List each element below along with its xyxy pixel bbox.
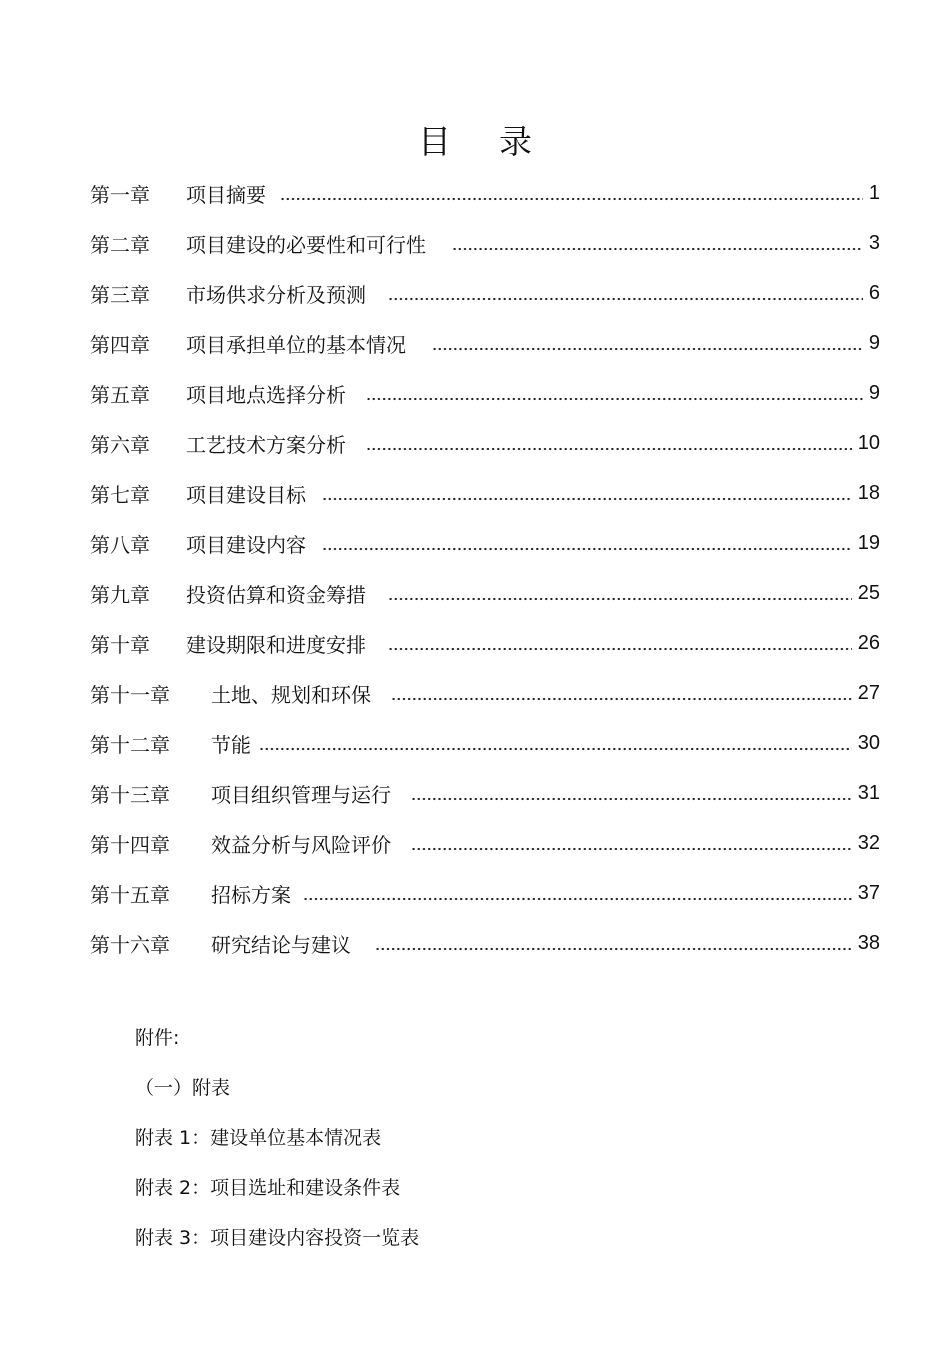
toc-row[interactable] — [90, 568, 880, 618]
table-of-contents — [90, 168, 880, 968]
toc-row[interactable] — [90, 868, 880, 918]
dot-leader — [322, 483, 852, 503]
toc-row[interactable] — [90, 818, 880, 868]
toc-page-number: 38 — [857, 931, 880, 954]
toc-title: 项目建设的必要性和可行性 — [186, 232, 426, 257]
toc-row[interactable] — [90, 718, 880, 768]
toc-row[interactable] — [90, 218, 880, 268]
dot-leader — [280, 183, 863, 203]
appendix-label: 附件: — [135, 1027, 180, 1049]
toc-row[interactable] — [90, 668, 880, 718]
toc-page-number: 27 — [857, 681, 880, 704]
toc-row[interactable] — [90, 168, 880, 218]
toc-chapter: 第七章 — [90, 482, 150, 507]
appendix-section — [135, 1015, 419, 1265]
toc-chapter: 第九章 — [90, 582, 150, 607]
dot-leader — [411, 833, 852, 853]
toc-title: 节能 — [211, 732, 251, 757]
toc-page-number: 1 — [868, 181, 880, 204]
dot-leader — [366, 383, 863, 403]
dot-leader — [388, 283, 863, 303]
dot-leader — [303, 883, 852, 903]
toc-page-number: 25 — [857, 581, 880, 604]
toc-page-number: 26 — [857, 631, 880, 654]
page-title: 目录 — [418, 122, 580, 161]
toc-title: 项目地点选择分析 — [186, 382, 346, 407]
toc-title: 项目承担单位的基本情况 — [186, 332, 406, 357]
dot-leader — [259, 733, 852, 753]
toc-page-number: 31 — [857, 781, 880, 804]
toc-chapter: 第二章 — [90, 232, 150, 257]
toc-title: 项目摘要 — [186, 182, 266, 207]
toc-row[interactable] — [90, 318, 880, 368]
dot-leader — [366, 433, 852, 453]
toc-page-number: 10 — [857, 431, 880, 454]
toc-title: 投资估算和资金筹措 — [186, 582, 366, 607]
dot-leader — [388, 633, 852, 653]
toc-chapter: 第十一章 — [90, 682, 170, 707]
dot-leader — [411, 783, 852, 803]
toc-page-number: 19 — [857, 531, 880, 554]
toc-chapter: 第五章 — [90, 382, 150, 407]
appendix-item: 附表 2：项目选址和建设条件表 — [135, 1177, 401, 1199]
toc-page-number: 9 — [868, 381, 880, 404]
appendix-item: 附表 3：项目建设内容投资一览表 — [135, 1227, 420, 1249]
dot-leader — [375, 933, 852, 953]
toc-chapter: 第十五章 — [90, 882, 170, 907]
toc-page-number: 6 — [868, 281, 880, 304]
toc-row[interactable] — [90, 418, 880, 468]
dot-leader — [452, 233, 863, 253]
toc-title: 建设期限和进度安排 — [186, 632, 366, 657]
toc-chapter: 第十三章 — [90, 782, 170, 807]
toc-page-number: 37 — [857, 881, 880, 904]
toc-row[interactable] — [90, 768, 880, 818]
toc-title: 土地、规划和环保 — [211, 682, 371, 707]
toc-row[interactable] — [90, 268, 880, 318]
dot-leader — [388, 583, 852, 603]
toc-row[interactable] — [90, 468, 880, 518]
toc-title: 项目组织管理与运行 — [211, 782, 391, 807]
toc-title: 研究结论与建议 — [211, 932, 351, 957]
toc-row[interactable] — [90, 518, 880, 568]
toc-title: 招标方案 — [211, 882, 291, 907]
dot-leader — [391, 683, 852, 703]
toc-title: 效益分析与风险评价 — [211, 832, 391, 857]
dot-leader — [432, 333, 863, 353]
toc-chapter: 第八章 — [90, 532, 150, 557]
toc-row[interactable] — [90, 368, 880, 418]
toc-row[interactable] — [90, 618, 880, 668]
appendix-item: 附表 1：建设单位基本情况表 — [135, 1127, 382, 1149]
toc-chapter: 第十二章 — [90, 732, 170, 757]
toc-chapter: 第十四章 — [90, 832, 170, 857]
toc-title: 市场供求分析及预测 — [186, 282, 366, 307]
toc-chapter: 第十六章 — [90, 932, 170, 957]
toc-row[interactable] — [90, 918, 880, 968]
toc-page-number: 9 — [868, 331, 880, 354]
toc-chapter: 第一章 — [90, 182, 150, 207]
toc-title: 工艺技术方案分析 — [186, 432, 346, 457]
toc-page-number: 30 — [857, 731, 880, 754]
toc-page-number: 32 — [857, 831, 880, 854]
toc-page-number: 3 — [868, 231, 880, 254]
toc-title: 项目建设内容 — [186, 532, 306, 557]
toc-title: 项目建设目标 — [186, 482, 306, 507]
toc-chapter: 第六章 — [90, 432, 150, 457]
toc-page-number: 18 — [857, 481, 880, 504]
appendix-sub-heading: （一）附表 — [135, 1077, 231, 1099]
toc-chapter: 第四章 — [90, 332, 150, 357]
toc-chapter: 第十章 — [90, 632, 150, 657]
dot-leader — [322, 533, 852, 553]
toc-chapter: 第三章 — [90, 282, 150, 307]
